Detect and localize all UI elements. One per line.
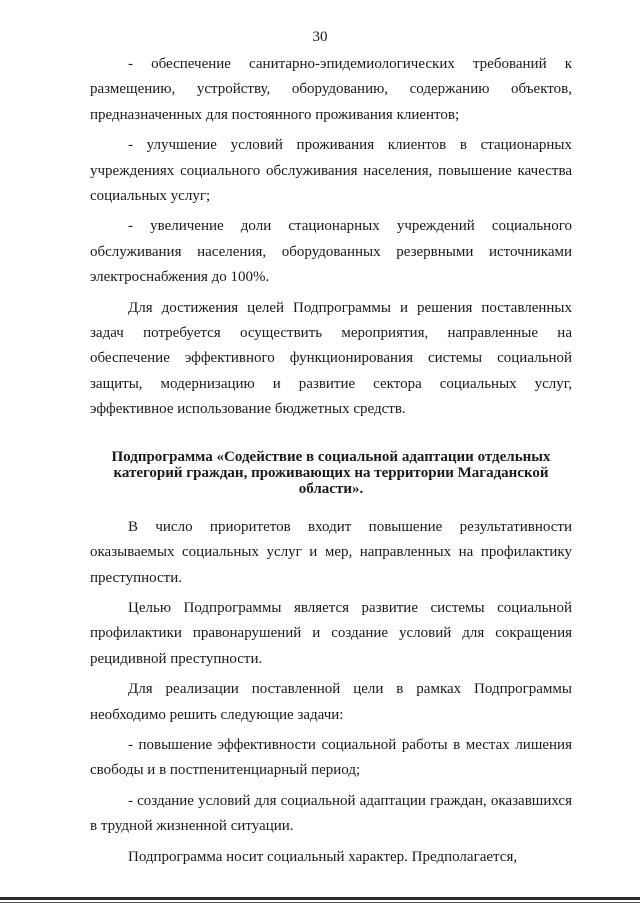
body-paragraph: Для реализации поставленной цели в рамках Подпрограммы необходимо решить следующие задачи: [90,681,572,723]
body-paragraph: Подпрограмма носит социальный характер. Предполагается, [128,848,518,865]
scan-edge-rule-thin [0,902,640,903]
document-body [90,52,572,870]
body-paragraph: В число приоритетов входит повышение результативности оказываемых социальных услуг и мер, направленных на профилактику преступности. [90,518,572,586]
body-paragraph: Для достижения целей Подпрограммы и решения поставленных задач потребуется осуществить мероприятия, направленные на обеспечение эффективного функционирования системы социальной защиты, модернизацию и развитие сектора социальных услуг, эффективное использование бюджетных средств. [90,299,572,418]
bullet-paragraph: - обеспечение санитарно-эпидемиологических требований к размещению, устройству, оборудованию, содержанию объектов, предназначенных для постоянного проживания клиентов; [90,56,572,123]
scan-edge-rule [0,897,640,900]
bullet-paragraph: - повышение эффективности социальной работы в местах лишения свободы и в постпенитенциарный период; [90,736,572,779]
bullet-paragraph: - увеличение доли стационарных учреждений социального обслуживания населения, оборудованных резервными источниками электроснабжения до 100%. [90,218,572,286]
bullet-paragraph: - улучшение условий проживания клиентов в стационарных учреждениях социального обслуживания населения, повышение качества социальных услуг; [90,137,572,205]
body-paragraph: Целью Подпрограммы является развитие системы социальной профилактики правонарушений и создание условий для сокращения рецидивной преступности. [90,599,572,667]
page-number: 30 [312,29,328,45]
bullet-paragraph: - создание условий для социальной адаптации граждан, оказавшихся в трудной жизненной ситуации. [90,792,572,835]
section-heading: Подпрограмма «Содействие в социальной адаптации отдельных категорий граждан, проживающих на территории Магаданской области». [111,448,551,497]
